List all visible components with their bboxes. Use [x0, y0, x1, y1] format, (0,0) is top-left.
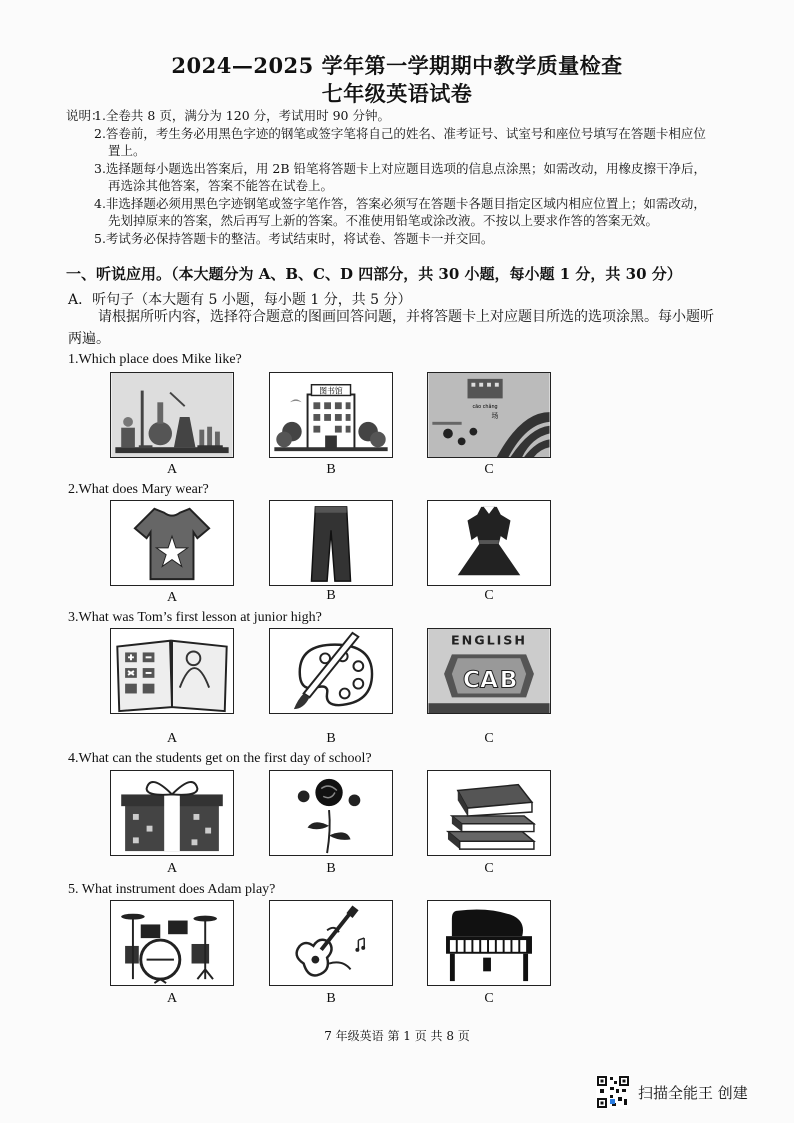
exam-title: 2024—2025 学年第一学期期中教学质量检查 [171, 53, 623, 78]
dress-icon [428, 501, 550, 585]
option-2a-picture[interactable] [110, 500, 234, 586]
library-icon [270, 373, 392, 457]
part-a-instruction: 请根据所听内容，选择符合题意的图画回答问题，并将答题卡上对应题目所选的选项涂黑。每小题听两遍。 [68, 309, 714, 347]
piano-icon [428, 901, 550, 985]
gift-box-icon [111, 771, 233, 855]
option-4a-picture[interactable] [110, 770, 234, 856]
drums-icon [111, 901, 233, 985]
option-label: C [484, 861, 494, 876]
option-label: A [166, 590, 178, 605]
option-label: A [166, 861, 178, 876]
part-a-heading: A．听句子（本大题有 5 小题，每小题 1 分，共 5 分） [68, 292, 412, 308]
option-5a-picture[interactable] [110, 900, 234, 986]
scanner-watermark: 扫描全能王 创建 [638, 1084, 748, 1102]
option-4b-picture[interactable] [269, 770, 393, 856]
option-3c-picture[interactable] [427, 628, 551, 714]
option-label: C [484, 588, 494, 603]
instructions-label: 说明： [66, 108, 104, 123]
option-1c-picture[interactable] [427, 372, 551, 458]
option-1a-picture[interactable] [110, 372, 234, 458]
option-label: A [166, 991, 178, 1006]
option-label: C [484, 991, 494, 1006]
option-label: B [326, 731, 336, 746]
qr-code-icon [596, 1075, 630, 1109]
paint-palette-icon [270, 629, 392, 713]
question-2: 2.What does Mary wear? [68, 482, 209, 497]
instruction-item: 4.非选择题必须用黑色字迹钢笔或签字笔作答，答案必须写在答题卡各题目指定区域内相应位置上；如需改动，先划掉原来的答案，然后再写上新的答案。不准使用铅笔或涂改液。不按以上要求作答的答案无效。 [94, 195, 706, 228]
option-label: B [326, 991, 336, 1006]
option-2b-picture[interactable] [269, 500, 393, 586]
english-board-icon [428, 629, 550, 713]
option-label: C [484, 462, 494, 477]
option-4c-picture[interactable] [427, 770, 551, 856]
option-5b-picture[interactable] [269, 900, 393, 986]
section-heading: 一、听说应用。（本大题分为 A、B、C、D 四部分，共 30 小题，每小题 1 分，共 30 分） [66, 265, 682, 283]
question-4: 4.What can the students get on the first day of school? [68, 751, 372, 766]
option-label: A [166, 462, 178, 477]
question-1: 1.Which place does Mike like? [68, 352, 242, 367]
books-icon [428, 771, 550, 855]
playground-char: 场 [491, 411, 499, 420]
guitar-icon [270, 901, 392, 985]
option-2c-picture[interactable] [427, 500, 551, 586]
option-label: C [484, 731, 494, 746]
instruction-item: 1.全卷共 8 页，满分为 120 分，考试用时 90 分钟。 [94, 108, 390, 123]
instruction-item: 3.选择题每小题选出答案后，用 2B 铅笔将答题卡上对应题目选项的信息点涂黑；如需改动，用橡皮擦干净后，再选涂其他答案，答案不能答在试卷上。 [94, 160, 707, 193]
instructions-block [66, 107, 716, 247]
option-label: B [326, 861, 336, 876]
option-5c-picture[interactable] [427, 900, 551, 986]
option-3a-picture[interactable] [110, 628, 234, 714]
trousers-icon [270, 501, 392, 585]
option-label: B [326, 588, 336, 603]
page-footer: 7 年级英语 第 1 页 共 8 页 [324, 1029, 470, 1043]
question-3: 3.What was Tom’s first lesson at junior high? [68, 610, 322, 625]
option-label: A [166, 731, 178, 746]
option-label: B [326, 462, 336, 477]
option-3b-picture[interactable] [269, 628, 393, 714]
english-sign: ENGLISH [451, 632, 527, 648]
option-1b-picture[interactable] [269, 372, 393, 458]
english-letter: C [462, 665, 481, 694]
lab-icon [111, 373, 233, 457]
playground-icon [428, 373, 550, 457]
instruction-item: 2.答卷前，考生务必用黑色字迹的钢笔或签字笔将自己的姓名、准考证号、试室号和座位号填写在答题卡相应位置上。 [94, 125, 706, 158]
english-letter: B [499, 665, 518, 694]
math-book-icon [111, 629, 233, 713]
flower-icon [270, 771, 392, 855]
instruction-item: 5.考试务必保持答题卡的整洁。考试结束时，将试卷、答题卡一并交回。 [94, 230, 494, 246]
question-5: 5. What instrument does Adam play? [68, 882, 276, 897]
exam-subtitle: 七年级英语试卷 [321, 81, 473, 106]
english-letter: A [479, 665, 499, 694]
tshirt-icon [111, 501, 233, 585]
library-sign: 图书馆 [319, 386, 343, 396]
playground-pinyin: cāo chǎng [472, 404, 498, 411]
